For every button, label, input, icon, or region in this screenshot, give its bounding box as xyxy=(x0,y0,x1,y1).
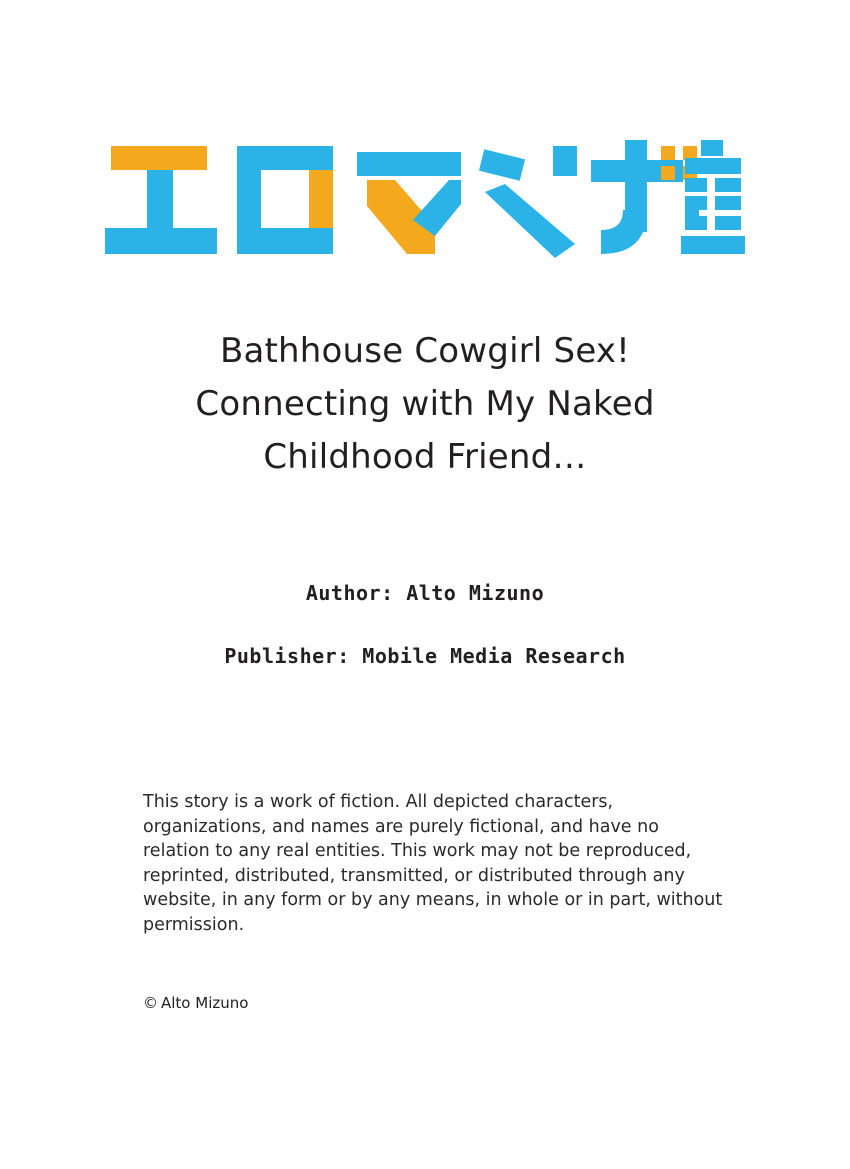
page-title xyxy=(0,325,850,484)
title-line-2: Connecting with My Naked xyxy=(195,384,655,424)
author-value: Alto Mizuno xyxy=(406,581,545,605)
disclaimer-text: This story is a work of fiction. All depicted characters, organizations, and names are purely fictional, and have no relation to any real entities. This work may not be reproduced, reprinted, distributed, transmitted, or distributed through any website, in any form or by any means, in whole or in part, without permission. xyxy=(143,792,723,935)
title-line-1: Bathhouse Cowgirl Sex! xyxy=(219,331,631,371)
logo-container xyxy=(0,140,850,270)
author-row xyxy=(0,580,850,607)
publisher-label: Publisher: xyxy=(224,644,350,668)
publisher-row xyxy=(0,643,850,670)
title-line-3: Childhood Friend… xyxy=(263,437,587,477)
copyright-holder: Alto Mizuno xyxy=(161,994,249,1012)
copyright-icon: © xyxy=(143,994,158,1012)
copyright-notice xyxy=(143,993,248,1013)
credits-block xyxy=(0,580,850,706)
author-label: Author: xyxy=(305,581,394,605)
publisher-value: Mobile Media Research xyxy=(362,644,626,668)
eromanga-shima-logo-icon xyxy=(105,140,745,265)
